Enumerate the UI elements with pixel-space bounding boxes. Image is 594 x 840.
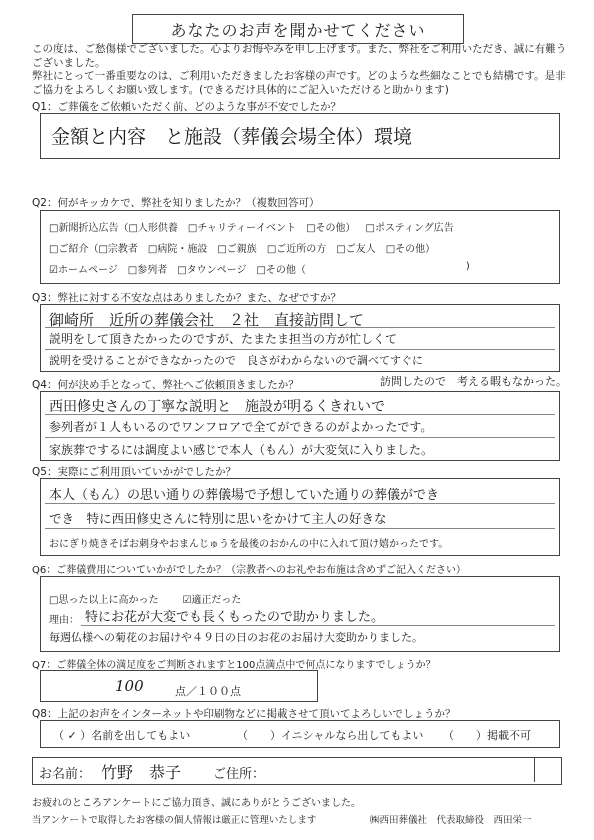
form-title: あなたのお声を聞かせてください	[170, 20, 426, 40]
answer-line	[45, 349, 555, 350]
intro-paragraph-1: この度は、ご愁傷様でございました。心よりお悔やみを申し上げます。また、弊社をご利用いただき、誠に有難うございました。	[32, 43, 567, 69]
q2-row-1	[49, 219, 454, 234]
q2-option[interactable]: □ご友人	[336, 244, 376, 255]
q2-option-close-paren: )	[465, 261, 470, 272]
q2-row-2	[49, 240, 435, 255]
intro-paragraph-2: 弊社にとって一番重要なのは、ご利用いただきましたお客様の声です。どのような些細なことでも結構です。是非ご協力をよろしくお願い致します。(できるだけ具体的にご記入いただけると助かります)	[32, 70, 566, 96]
q2-option[interactable]: □チャリティーイベント	[187, 223, 297, 234]
q2-option[interactable]: □タウンページ	[177, 265, 247, 276]
answer-line	[45, 437, 555, 438]
q2-options-box	[40, 210, 560, 284]
name-value: 竹野 恭子	[101, 763, 182, 782]
q2-option[interactable]: □ポスティング広告	[365, 223, 454, 234]
q6-label: Q6：ご葬儀費用についていかがでしたか？（宗教者へのお礼やお布施は含めずご記入ください）	[32, 565, 467, 576]
q2-label: Q2：何がキッカケで、弊社を知りましたか？（複数回答可）	[32, 197, 320, 209]
q3-answer-line-2: 説明をして頂きたかったのですが、たまたま担当の方が忙しくて	[49, 332, 398, 346]
answer-line	[45, 528, 555, 529]
q8-option-not-publish[interactable]: （ ）掲載不可	[443, 729, 531, 742]
q4-answer-line-2: 参列者が１人もいるのでワンフロアで全てができるのがよかったです。	[49, 420, 433, 434]
q5-answer-line-2: でき 特に西田修史さんに特別に思いをかけて主人の好きな	[49, 511, 387, 526]
stamp-box	[534, 758, 561, 782]
q3-label: Q3：弊社に対する不安な点はありましたか？また、なぜですか？	[32, 292, 341, 304]
q2-option[interactable]: □ご近所の方	[266, 244, 327, 255]
q1-answer: 金額と内容 と施設（葬儀会場全体）環境	[51, 126, 413, 148]
name-label: お名前：	[39, 767, 92, 782]
q2-option[interactable]: □新聞折込広告（□人形供養	[49, 223, 178, 234]
q4-answer-line-1: 西田修史さんの丁寧な説明と 施設が明るくきれいで	[49, 399, 385, 415]
q4-answer-box	[40, 391, 560, 461]
q2-row-3	[49, 261, 470, 276]
answer-line	[45, 503, 555, 504]
q3-answer-line-3: 説明を受けることができなかったので 良さがわからないので調べてすぐに	[49, 354, 423, 367]
intro-text	[32, 43, 572, 97]
q6-answer-box	[40, 576, 560, 652]
q8-option-initial-ok[interactable]: （ ）イニシャルなら出してもよい	[237, 729, 424, 742]
q6-reason-line-2: 毎週仏様への菊花のお届けや４９日の日のお花のお届け大変助かりました。	[49, 631, 423, 644]
q4-answer-line-3: 家族葬でするには調度よい感じで本人（もん）が大変気に入りました。	[49, 443, 434, 457]
q6-option-appropriate-checked[interactable]: ☑適正だった	[182, 595, 242, 606]
q5-label: Q5：実際にご利用頂いていかがでしたか？	[32, 466, 236, 478]
name-address-box	[32, 757, 562, 785]
q5-answer-line-1: 本人（もん）の思い通りの葬儀場で予想していた通りの葬儀ができ	[49, 488, 440, 503]
q7-label: Q7：ご葬儀全体の満足度をご判断されますと100点満点中で何点になりますでしょうか？	[32, 660, 436, 671]
q7-score-box	[40, 670, 318, 702]
q2-option[interactable]: □その他）	[306, 223, 356, 234]
footer-company: ㈱西田葬儀社 代表取締役 西田栄一	[370, 815, 532, 826]
q7-score-unit: 点／１００点	[175, 685, 241, 698]
q4-label: Q4：何が決め手となって、弊社へご依頼頂きましたか？	[32, 379, 299, 391]
q2-option[interactable]: □病院・施設	[147, 244, 208, 255]
q6-option-too-high[interactable]: □思った以上に高かった	[49, 595, 159, 606]
q6-reason-line-1: 特にお花が大変でも長くもったので助かりました。	[85, 610, 385, 625]
q2-option[interactable]: □参列者	[127, 265, 168, 276]
q5-answer-line-3: おにぎり焼きそばお刺身やおまんじゅうを最後のおかんの中に入れて頂け嬉かったです。	[49, 539, 449, 550]
footer-privacy: 当アンケートで取得したお客様の個人情報は厳正に管理いたします	[32, 815, 317, 826]
q2-option[interactable]: □ご紹介（□宗教者	[49, 244, 138, 255]
q1-answer-box	[40, 113, 560, 159]
q6-reason-label: 理由：	[49, 615, 79, 626]
q2-option[interactable]: □その他）	[385, 244, 436, 255]
q8-label: Q8：上記のお声をインターネットや印刷物などに掲載させて頂いてよろしいでしょうか？	[32, 708, 456, 720]
footer-thanks: お疲れのところアンケートにご協力頂き、誠にありがとうございました。	[32, 798, 361, 809]
q7-score-value: 100	[115, 677, 144, 695]
q8-options-box	[40, 720, 560, 748]
q1-label: Q1：ご葬儀をご依頼いただく前、どのような事が不安でしたか？	[32, 101, 341, 113]
q5-answer-box	[40, 478, 560, 556]
q3-answer-box	[40, 304, 560, 372]
q3-answer-line-1: 御崎所 近所の葬儀会社 ２社 直接訪問して	[49, 311, 365, 329]
q8-option-name-ok-checked[interactable]: （ ✓ ）名前を出してもよい	[53, 729, 191, 742]
q6-options	[49, 591, 241, 606]
address-label: ご住所：	[213, 767, 266, 782]
answer-line	[81, 625, 555, 626]
q2-option[interactable]: □その他（	[256, 265, 306, 276]
q4-lead-answer: 訪問したので 考える暇もなかった。	[380, 375, 567, 388]
form-title-box	[132, 14, 464, 44]
q2-option[interactable]: □ご親族	[217, 244, 257, 255]
q2-option-homepage-checked[interactable]: ☑ホームページ	[49, 265, 118, 276]
